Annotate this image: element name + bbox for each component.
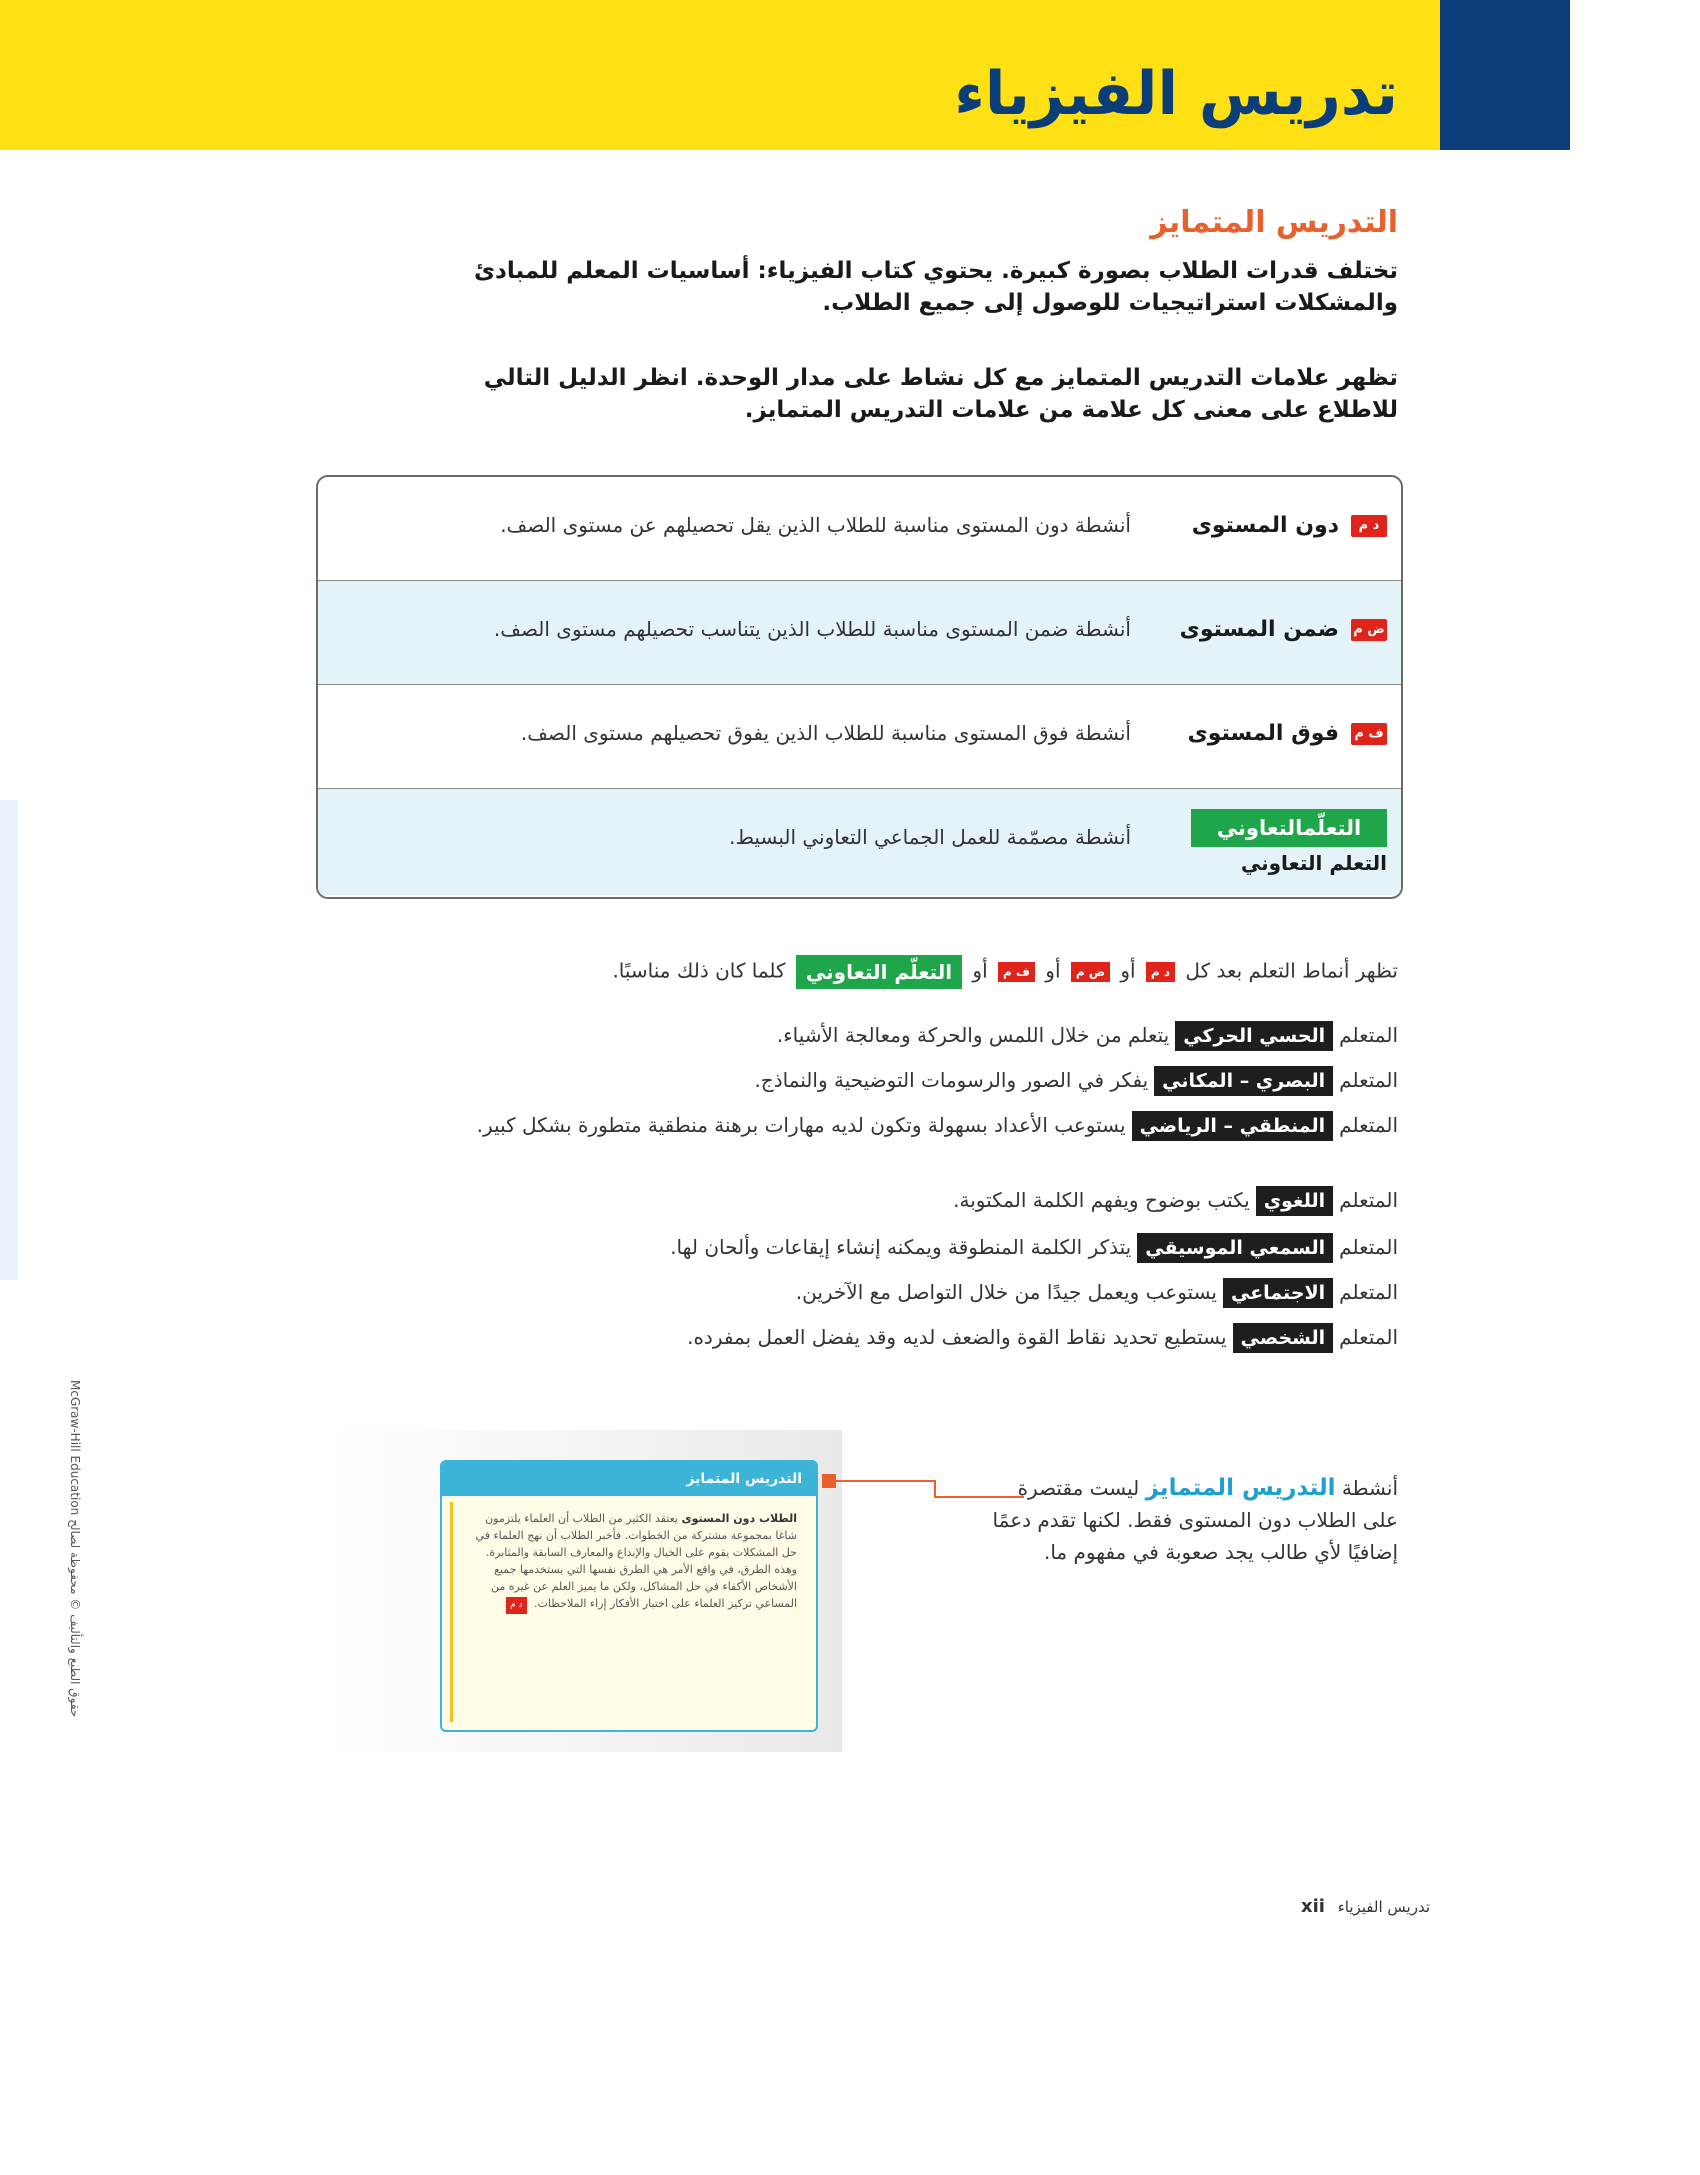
learner-item — [368, 1185, 1398, 1216]
callout-note — [988, 1472, 1398, 1568]
intro-text: تظهر أنماط التعلم بعد كل — [1185, 958, 1398, 983]
learner-prefix: المتعلم — [1339, 1113, 1398, 1137]
table-row — [318, 685, 1401, 789]
callout-marker — [822, 1474, 836, 1488]
page-number: xii — [1300, 1896, 1325, 1917]
thumbnail-text — [467, 1510, 797, 1614]
table-row — [318, 477, 1401, 581]
below-level-badge: د م — [1351, 515, 1387, 537]
thumbnail-title: التدريس المتمايز — [686, 1471, 802, 1487]
learner-description: يكتب بوضوح ويفهم الكلمة المكتوبة. — [953, 1188, 1250, 1212]
page-title: تدريس الفيزياء — [954, 59, 1398, 129]
learner-item — [368, 1232, 1398, 1263]
interpersonal-chip: الاجتماعي — [1223, 1278, 1333, 1308]
learner-description: يتذكر الكلمة المنطوقة ويمكنه إنشاء إيقاعات وألحان لها. — [670, 1235, 1132, 1259]
row-description: أنشطة دون المستوى مناسبة للطلاب الذين يقل تحصيلهم عن مستوى الصف. — [500, 513, 1131, 537]
kinesthetic-chip: الحسي الحركي — [1175, 1021, 1333, 1051]
row-description: أنشطة مصمّمة للعمل الجماعي التعاوني البسيط. — [729, 825, 1131, 849]
thumbnail-badge: د م — [506, 1597, 526, 1614]
callout-connector — [836, 1480, 936, 1482]
footer-label: تدريس الفيزياء — [1337, 1898, 1430, 1916]
callout-highlight: التدريس المتمايز — [1145, 1475, 1336, 1501]
copyright-spine: McGraw-Hill Education حقوق الطبع والتأليف © محفوظة لصالح — [68, 1380, 82, 1718]
table-row — [318, 789, 1401, 895]
row-label: ضمن المستوى — [1179, 617, 1339, 642]
intrapersonal-chip: الشخصي — [1233, 1323, 1334, 1353]
callout-text-end: ليست مقتصرة على الطلاب دون المستوى فقط. لكنها تقدم دعمًا إضافيًا لأي طالب يجد صعوبة في مفهوم ما. — [992, 1476, 1398, 1564]
page-footer — [1301, 1896, 1430, 1917]
row-label: التعلم التعاوني — [1240, 851, 1387, 875]
row-label: دون المستوى — [1191, 513, 1339, 538]
learner-item — [368, 1277, 1398, 1308]
margin-bar — [0, 800, 18, 1280]
or-text: أو — [972, 958, 988, 983]
learning-styles-intro — [368, 955, 1398, 989]
on-level-chip: ض م — [1071, 962, 1110, 982]
section-title: التدريس المتمايز — [1150, 205, 1398, 240]
table-row — [318, 581, 1401, 685]
row-description: أنشطة فوق المستوى مناسبة للطلاب الذين يفوق تحصيلهم مستوى الصف. — [520, 721, 1131, 745]
thumbnail-body: يعتقد الكثير من الطلاب أن العلماء يلتزمون شاغا بمجموعة مشتركة من الخطوات. فأخبر الطلاب أن نهج العلماء في حل المشكلات يقوم على الخيال والإبداع والمعارف السابقة والمثابرة. وهذه الطرق، في واقع الأمر هي الطرق نفسها التي يستخدمها جميع الأشخاص الأكفاء في حل المشاكل، ولكن ما يميز العلم عن غيره من المساعي تركيز العلماء على اختبار الأفكار إزاء الملاحظات. — [475, 1512, 797, 1610]
cooperative-learning-badge: التعلّمالتعاوني — [1191, 809, 1387, 847]
learner-prefix: المتعلم — [1339, 1023, 1398, 1047]
learner-item — [368, 1020, 1398, 1051]
linguistic-chip: اللغوي — [1256, 1186, 1333, 1216]
learner-description: يستوعب ويعمل جيدًا من خلال التواصل مع الآخرين. — [795, 1280, 1217, 1304]
intro-paragraph-2: تظهر علامات التدريس المتمايز مع كل نشاط على مدار الوحدة. انظر الدليل التالي للاطلاع على معنى كل علامة من علامات التدريس المتمايز. — [483, 365, 1398, 423]
above-level-chip: ف م — [998, 962, 1035, 982]
thumbnail-lead: الطلاب دون المستوى — [681, 1512, 797, 1525]
or-text: أو — [1045, 958, 1061, 983]
differentiation-table — [316, 475, 1403, 899]
learner-description: يستطيع تحديد نقاط القوة والضعف لديه وقد يفضل العمل بمفرده. — [687, 1325, 1227, 1349]
learner-description: يتعلم من خلال اللمس والحركة ومعالجة الأشياء. — [776, 1023, 1170, 1047]
thumbnail-header — [442, 1462, 816, 1496]
learner-prefix: المتعلم — [1339, 1068, 1398, 1092]
learner-item — [368, 1110, 1398, 1141]
musical-chip: السمعي الموسيقي — [1137, 1233, 1333, 1263]
intro-paragraph-1: تختلف قدرات الطلاب بصورة كبيرة. يحتوي كتاب الفيزياء: أساسيات المعلم للمبادئ والمشكلات استراتيجيات للوصول إلى جميع الطلاب. — [473, 258, 1398, 316]
learner-prefix: المتعلم — [1339, 1280, 1398, 1304]
header-accent-block — [1440, 0, 1570, 150]
visual-spatial-chip: البصري – المكاني — [1154, 1066, 1333, 1096]
cooperative-learning-chip: التعلّم التعاوني — [796, 955, 962, 989]
learner-prefix: المتعلم — [1339, 1188, 1398, 1212]
learner-item — [368, 1322, 1398, 1353]
callout-text-start: أنشطة — [1341, 1476, 1398, 1500]
below-level-chip: د م — [1146, 962, 1175, 982]
intro-text-end: كلما كان ذلك مناسبًا. — [612, 958, 786, 983]
learner-prefix: المتعلم — [1339, 1235, 1398, 1259]
thumbnail-content — [450, 1502, 807, 1722]
row-label: فوق المستوى — [1187, 721, 1339, 746]
learner-description: يستوعب الأعداد بسهولة وتكون لديه مهارات برهنة منطقية متطورة بشكل كبير. — [476, 1113, 1126, 1137]
or-text: أو — [1120, 958, 1136, 983]
learner-item — [368, 1065, 1398, 1096]
above-level-badge: ف م — [1351, 723, 1387, 745]
on-level-badge: ض م — [1351, 619, 1387, 641]
row-description: أنشطة ضمن المستوى مناسبة للطلاب الذين يتناسب تحصيلهم مستوى الصف. — [493, 617, 1131, 641]
learner-description: يفكر في الصور والرسومات التوضيحية والنماذج. — [754, 1068, 1149, 1092]
differentiation-example-thumbnail — [440, 1460, 818, 1732]
logical-mathematical-chip: المنطقي – الرياضي — [1132, 1111, 1334, 1141]
learner-prefix: المتعلم — [1339, 1325, 1398, 1349]
